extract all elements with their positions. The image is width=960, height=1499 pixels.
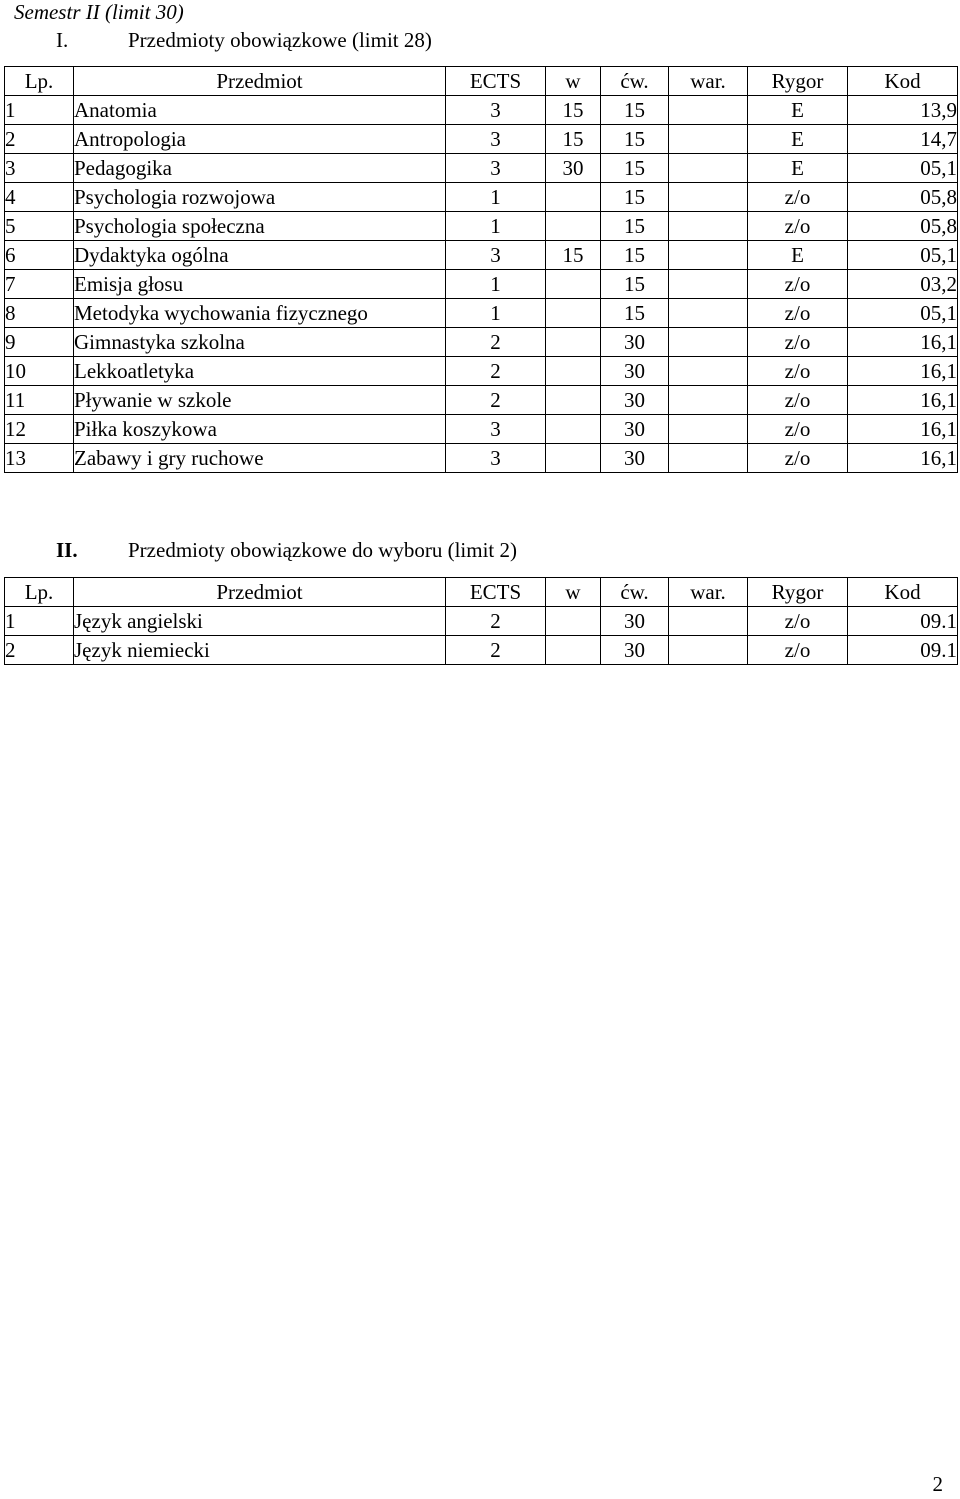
cell-lp: 2 (5, 636, 74, 665)
table-row (5, 125, 958, 154)
cell-kod: 16,1 (848, 328, 958, 357)
cell-cw: 30 (601, 328, 669, 357)
cell-war (669, 357, 748, 386)
cell-ects: 2 (446, 386, 546, 415)
cell-ects: 2 (446, 328, 546, 357)
column-header-w: w (546, 67, 601, 96)
cell-w: 15 (546, 96, 601, 125)
table-row (5, 212, 958, 241)
cell-lp: 11 (5, 386, 74, 415)
cell-w (546, 415, 601, 444)
column-header-w: w (546, 578, 601, 607)
section-number: II. (56, 538, 78, 562)
cell-lp: 12 (5, 415, 74, 444)
cell-cw: 15 (601, 154, 669, 183)
cell-ects: 1 (446, 270, 546, 299)
column-header-war: war. (669, 67, 748, 96)
table-row (5, 154, 958, 183)
column-header-kod: Kod (848, 67, 958, 96)
cell-przedmiot: Psychologia rozwojowa (74, 183, 446, 212)
cell-kod: 05,8 (848, 183, 958, 212)
cell-w (546, 212, 601, 241)
cell-w (546, 183, 601, 212)
section-heading-2 (56, 537, 517, 563)
cell-ects: 3 (446, 154, 546, 183)
elective-courses-table (4, 577, 958, 665)
cell-war (669, 154, 748, 183)
cell-ects: 3 (446, 444, 546, 473)
cell-w (546, 444, 601, 473)
cell-przedmiot: Pływanie w szkole (74, 386, 446, 415)
cell-ects: 2 (446, 607, 546, 636)
table-row (5, 270, 958, 299)
semester-title: Semestr II (limit 30) (14, 0, 184, 24)
cell-lp: 9 (5, 328, 74, 357)
cell-war (669, 328, 748, 357)
cell-war (669, 444, 748, 473)
cell-w: 15 (546, 125, 601, 154)
cell-kod: 05,1 (848, 299, 958, 328)
cell-lp: 1 (5, 96, 74, 125)
cell-w (546, 636, 601, 665)
cell-cw: 15 (601, 270, 669, 299)
cell-cw: 30 (601, 636, 669, 665)
column-header-cw: ćw. (601, 578, 669, 607)
cell-kod: 14,7 (848, 125, 958, 154)
cell-rygor: z/o (748, 636, 848, 665)
cell-war (669, 636, 748, 665)
cell-rygor: z/o (748, 607, 848, 636)
cell-war (669, 183, 748, 212)
mandatory-courses-table (4, 66, 958, 473)
cell-kod: 03,2 (848, 270, 958, 299)
cell-w (546, 607, 601, 636)
cell-rygor: E (748, 96, 848, 125)
cell-lp: 7 (5, 270, 74, 299)
cell-cw: 30 (601, 386, 669, 415)
cell-przedmiot: Anatomia (74, 96, 446, 125)
cell-rygor: E (748, 154, 848, 183)
cell-rygor: z/o (748, 444, 848, 473)
cell-lp: 13 (5, 444, 74, 473)
table-row (5, 357, 958, 386)
cell-kod: 09.1 (848, 607, 958, 636)
cell-war (669, 607, 748, 636)
table-row (5, 183, 958, 212)
cell-cw: 30 (601, 444, 669, 473)
cell-rygor: z/o (748, 270, 848, 299)
cell-cw: 15 (601, 96, 669, 125)
column-header-przedmiot: Przedmiot (74, 578, 446, 607)
cell-kod: 05,8 (848, 212, 958, 241)
cell-rygor: z/o (748, 212, 848, 241)
cell-war (669, 96, 748, 125)
cell-cw: 30 (601, 415, 669, 444)
cell-cw: 30 (601, 607, 669, 636)
cell-ects: 2 (446, 357, 546, 386)
cell-rygor: z/o (748, 386, 848, 415)
cell-rygor: E (748, 125, 848, 154)
column-header-war: war. (669, 578, 748, 607)
cell-rygor: E (748, 241, 848, 270)
section-title: Przedmioty obowiązkowe (limit 28) (128, 28, 432, 52)
table-row (5, 444, 958, 473)
cell-przedmiot: Psychologia społeczna (74, 212, 446, 241)
cell-przedmiot: Emisja głosu (74, 270, 446, 299)
section-title: Przedmioty obowiązkowe do wyboru (limit 2) (128, 538, 518, 562)
cell-przedmiot: Metodyka wychowania fizycznego (74, 299, 446, 328)
cell-kod: 05,1 (848, 241, 958, 270)
cell-cw: 15 (601, 183, 669, 212)
cell-w (546, 270, 601, 299)
cell-kod: 13,9 (848, 96, 958, 125)
cell-war (669, 299, 748, 328)
cell-ects: 3 (446, 125, 546, 154)
cell-war (669, 386, 748, 415)
cell-ects: 3 (446, 241, 546, 270)
cell-przedmiot: Język niemiecki (74, 636, 446, 665)
cell-lp: 8 (5, 299, 74, 328)
cell-w (546, 328, 601, 357)
cell-cw: 30 (601, 357, 669, 386)
cell-kod: 16,1 (848, 415, 958, 444)
cell-lp: 1 (5, 607, 74, 636)
cell-lp: 10 (5, 357, 74, 386)
cell-kod: 05,1 (848, 154, 958, 183)
cell-przedmiot: Zabawy i gry ruchowe (74, 444, 446, 473)
section-number: I. (56, 28, 69, 52)
cell-war (669, 415, 748, 444)
table-row (5, 241, 958, 270)
table-header-row (5, 578, 958, 607)
column-header-przedmiot: Przedmiot (74, 67, 446, 96)
cell-rygor: z/o (748, 328, 848, 357)
cell-ects: 2 (446, 636, 546, 665)
cell-lp: 4 (5, 183, 74, 212)
cell-lp: 3 (5, 154, 74, 183)
cell-rygor: z/o (748, 299, 848, 328)
section-heading-1 (56, 27, 432, 53)
cell-lp: 2 (5, 125, 74, 154)
column-header-ects: ECTS (446, 578, 546, 607)
cell-war (669, 212, 748, 241)
cell-kod: 09.1 (848, 636, 958, 665)
cell-w (546, 299, 601, 328)
column-header-lp: Lp. (5, 578, 74, 607)
cell-przedmiot: Gimnastyka szkolna (74, 328, 446, 357)
cell-cw: 15 (601, 125, 669, 154)
cell-kod: 16,1 (848, 386, 958, 415)
cell-war (669, 125, 748, 154)
cell-lp: 5 (5, 212, 74, 241)
cell-ects: 3 (446, 415, 546, 444)
cell-w: 15 (546, 241, 601, 270)
table-row (5, 328, 958, 357)
cell-przedmiot: Piłka koszykowa (74, 415, 446, 444)
cell-war (669, 241, 748, 270)
table-row (5, 96, 958, 125)
cell-war (669, 270, 748, 299)
cell-w (546, 357, 601, 386)
cell-rygor: z/o (748, 415, 848, 444)
cell-cw: 15 (601, 241, 669, 270)
table-row (5, 386, 958, 415)
cell-rygor: z/o (748, 183, 848, 212)
column-header-kod: Kod (848, 578, 958, 607)
column-header-ects: ECTS (446, 67, 546, 96)
cell-cw: 15 (601, 299, 669, 328)
cell-przedmiot: Język angielski (74, 607, 446, 636)
cell-ects: 1 (446, 183, 546, 212)
page-number: 2 (932, 1472, 943, 1496)
cell-przedmiot: Lekkoatletyka (74, 357, 446, 386)
table-row (5, 299, 958, 328)
cell-przedmiot: Pedagogika (74, 154, 446, 183)
table-row (5, 636, 958, 665)
cell-przedmiot: Dydaktyka ogólna (74, 241, 446, 270)
table-header-row (5, 67, 958, 96)
cell-ects: 1 (446, 299, 546, 328)
cell-lp: 6 (5, 241, 74, 270)
column-header-rygor: Rygor (748, 67, 848, 96)
column-header-cw: ćw. (601, 67, 669, 96)
cell-przedmiot: Antropologia (74, 125, 446, 154)
cell-w: 30 (546, 154, 601, 183)
cell-ects: 1 (446, 212, 546, 241)
column-header-rygor: Rygor (748, 578, 848, 607)
cell-cw: 15 (601, 212, 669, 241)
table-row (5, 415, 958, 444)
cell-rygor: z/o (748, 357, 848, 386)
cell-w (546, 386, 601, 415)
cell-kod: 16,1 (848, 357, 958, 386)
cell-kod: 16,1 (848, 444, 958, 473)
cell-ects: 3 (446, 96, 546, 125)
column-header-lp: Lp. (5, 67, 74, 96)
table-row (5, 607, 958, 636)
